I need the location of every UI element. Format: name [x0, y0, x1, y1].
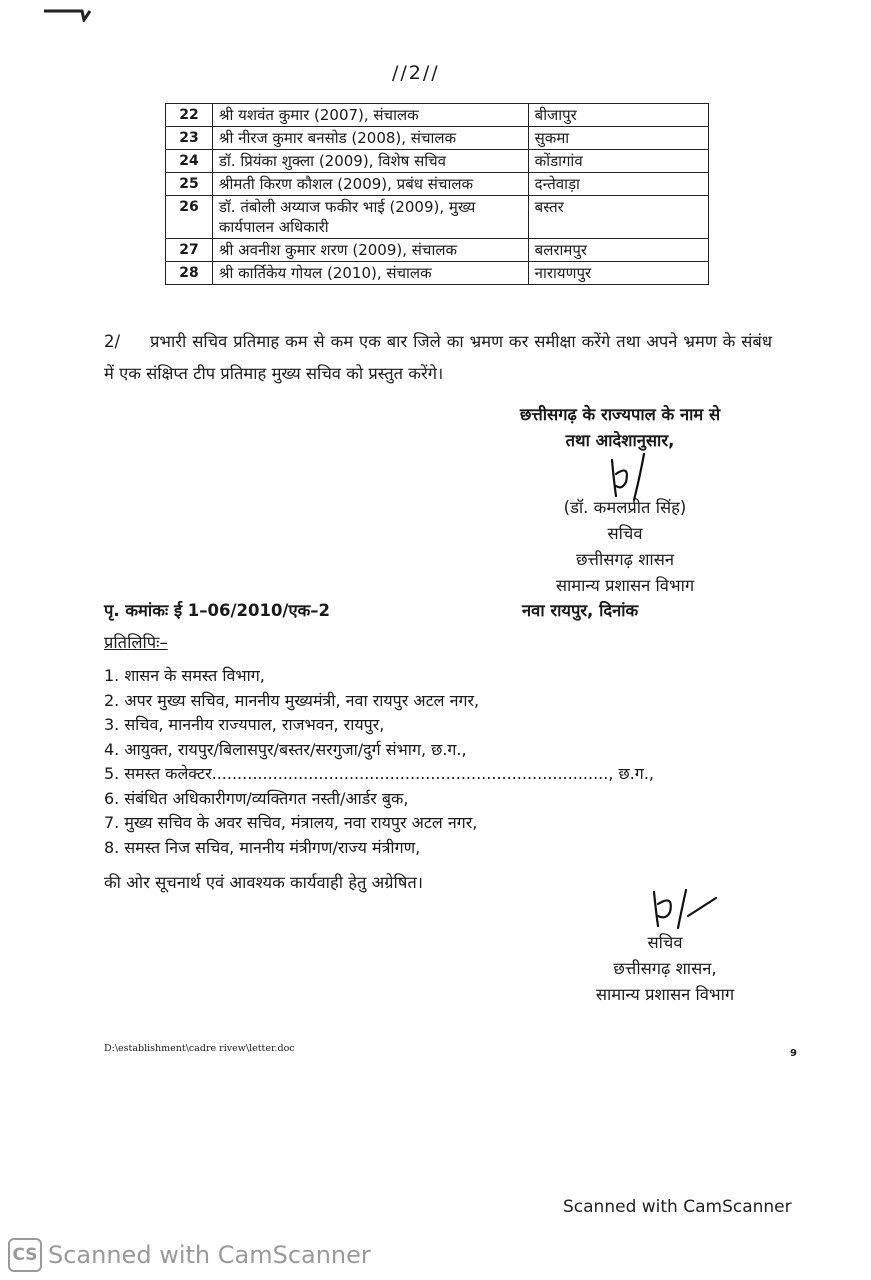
officer-district: बस्तर [528, 196, 708, 239]
place-date: नवा रायपुर, दिनांक [522, 601, 639, 620]
second-signatory-designation: सचिव [647, 933, 683, 952]
officer-district: बलरामपुर [528, 239, 708, 262]
list-item: 1. शासन के समस्त विभाग, [104, 666, 265, 685]
table-row [166, 150, 709, 173]
officer-district: दन्तेवाड़ा [528, 173, 708, 196]
signatory-name: (डॉ. कमलप्रीत सिंह) [563, 498, 687, 517]
officer-number: 23 [166, 127, 213, 150]
officer-name: श्री कार्तिकेय गोयल (2010), संचालक [212, 262, 528, 285]
table-row [166, 104, 709, 127]
list-item: 3. सचिव, माननीय राज्यपाल, राजभवन, रायपुर, [104, 715, 385, 734]
list-item: 8. समस्त निज सचिव, माननीय मंत्रीगण/राज्य मंत्रीगण, [104, 837, 421, 857]
officer-number: 26 [166, 196, 213, 239]
officer-name: श्री नीरज कुमार बनसोड (2008), संचालक [212, 127, 528, 150]
list-item: 5. समस्त कलेक्टर.............................................................................., छ.ग., [104, 764, 654, 783]
camscanner-logo-icon: CS [8, 1238, 42, 1272]
officer-district: सुकमा [528, 127, 708, 150]
reference-number: पृ. कमांकः ई 1–06/2010/एक–2 [104, 601, 330, 620]
table-row [166, 262, 709, 285]
camscanner-watermark [8, 1238, 371, 1272]
table-row [166, 127, 709, 150]
signatory-designation: सचिव [607, 524, 643, 543]
officer-district: नारायणपुर [528, 262, 708, 285]
officers-table [165, 103, 709, 285]
scan-corner-mark [44, 8, 94, 22]
officer-name: डॉ. तंबोली अय्याज फकीर भाई (2009), मुख्य कार्यपालन अधिकारी [212, 196, 528, 239]
order-authority-line1: छत्तीसगढ़ के राज्यपाल के नाम से [519, 405, 721, 424]
paragraph-number: 2/ [104, 332, 121, 351]
signatory-block [520, 495, 730, 599]
list-item: 6. संबंधित अधिकारीगण/व्यक्तिगत नस्ती/आर्डर बुक, [104, 788, 409, 808]
list-item: 2. अपर मुख्य सचिव, माननीय मुख्यमंत्री, नवा रायपुर अटल नगर, [104, 690, 480, 710]
table-row [166, 173, 709, 196]
officer-district: कोंडागांव [528, 150, 708, 173]
second-signature-mark [640, 886, 720, 936]
paragraph-2 [104, 326, 772, 390]
officer-number: 28 [166, 262, 213, 285]
paragraph-text: प्रभारी सचिव प्रतिमाह कम से कम एक बार जिले का भ्रमण कर समीक्षा करेंगे तथा अपने भ्रमण के संबंध में एक संक्षिप्त टीप प्रतिमाह मुख्य सचिव को प्रस्तुत करेंगे। [104, 332, 772, 383]
signatory-government: छत्तीसगढ़ शासन [575, 550, 675, 569]
signatory-department: सामान्य प्रशासन विभाग [555, 576, 695, 595]
copy-to-heading: प्रतिलिपिः– [104, 633, 168, 652]
list-item: 7. मुख्य सचिव के अवर सचिव, मंत्रालय, नवा रायपुर अटल नगर, [104, 813, 478, 832]
scanner-label: Scanned with CamScanner [563, 1197, 792, 1217]
closing-line: की ओर सूचनार्थ एवं आवश्यक कार्यवाही हेतु अग्रेषित। [104, 873, 424, 892]
second-signatory-block [560, 930, 770, 1008]
order-authority [470, 402, 770, 454]
officer-name: डॉ. प्रियंका शुक्ला (2009), विशेष सचिव [212, 150, 528, 173]
officer-number: 27 [166, 239, 213, 262]
list-item: 4. आयुक्त, रायपुर/बिलासपुर/बस्तर/सरगुजा/दुर्ग संभाग, छ.ग., [104, 739, 467, 759]
second-signatory-department: सामान्य प्रशासन विभाग [595, 985, 735, 1004]
second-signatory-government: छत्तीसगढ़ शासन, [613, 959, 717, 978]
officer-number: 25 [166, 173, 213, 196]
officer-number: 24 [166, 150, 213, 173]
watermark-text: Scanned with CamScanner [48, 1241, 371, 1269]
order-authority-line2: तथा आदेशानुसार, [565, 431, 675, 450]
file-path: D:\establishment\cadre rivew\letter.doc [104, 1043, 295, 1054]
officer-name: श्री यशवंत कुमार (2007), संचालक [212, 104, 528, 127]
table-row [166, 239, 709, 262]
footer-page-number: 9 [790, 1048, 797, 1059]
officer-district: बीजापुर [528, 104, 708, 127]
officer-number: 22 [166, 104, 213, 127]
copy-to-list [104, 664, 654, 860]
officer-name: श्रीमती किरण कौशल (2009), प्रबंध संचालक [212, 173, 528, 196]
page-number-header: //2// [392, 62, 440, 84]
officer-name: श्री अवनीश कुमार शरण (2009), संचालक [212, 239, 528, 262]
table-row [166, 196, 709, 239]
